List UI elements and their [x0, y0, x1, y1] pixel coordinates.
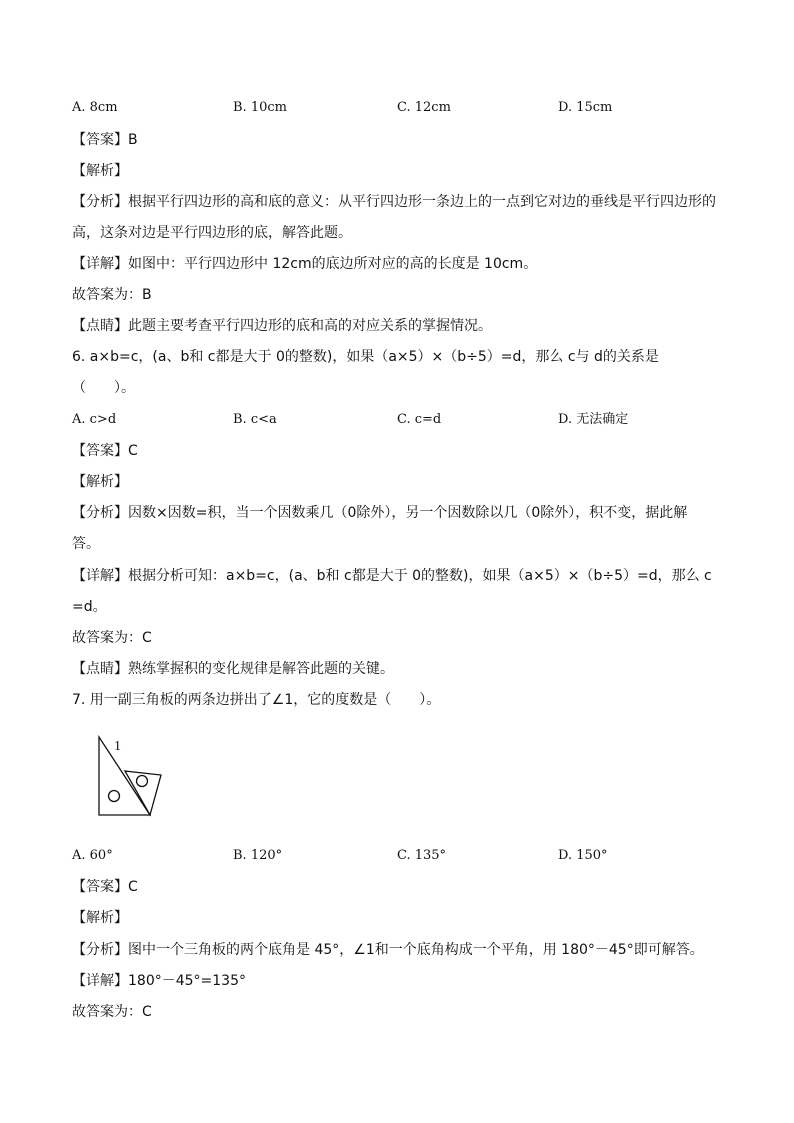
q6-stem-line2: （ ）。 [72, 380, 135, 396]
q7-option-c: C. 135° [397, 848, 447, 863]
q6-detail-line1: 【详解】根据分析可知：a×b=c，(a、b和 c都是大于 0的整数)，如果（a×5）×（b÷5）=d，那么 c [72, 568, 712, 584]
q5-option-b: B. 10cm [233, 100, 287, 115]
q7-analysis: 【分析】图中一个三角板的两个底角是 45°，∠1和一个底角构成一个平角，用 180°－45°即可解答。 [72, 942, 704, 958]
q6-option-d: D. 无法确定 [558, 412, 629, 427]
q6-answer: 【答案】C [72, 443, 138, 459]
q7-stem: 7. 用一副三角板的两条边拼出了∠1，它的度数是（ ）。 [72, 692, 441, 708]
q6-option-b: B. c<a [233, 412, 277, 427]
q6-analysis-line2: 答。 [72, 536, 100, 552]
angle-1-label: 1 [114, 739, 121, 754]
q7-answer: 【答案】C [72, 879, 138, 895]
q5-option-d: D. 15cm [558, 100, 613, 115]
q6-jiexi: 【解析】 [72, 474, 128, 490]
q5-analysis-line2: 高，这条对边是平行四边形的底，解答此题。 [72, 225, 352, 241]
q6-option-c: C. c=d [397, 412, 442, 427]
q6-analysis-line1: 【分析】因数×因数=积，当一个因数乘几（0除外），另一个因数除以几（0除外），积不变，据此解 [72, 505, 688, 521]
q5-analysis-line1: 【分析】根据平行四边形的高和底的意义：从平行四边形一条边上的一点到它对边的垂线是平行四边形的 [72, 194, 716, 210]
q6-detail-line2: =d。 [72, 599, 107, 615]
q7-detail: 【详解】180°－45°=135° [72, 973, 246, 989]
q6-comment: 【点睛】熟练掌握积的变化规律是解答此题的关键。 [72, 661, 394, 677]
q7-option-d: D. 150° [558, 848, 608, 863]
q6-option-a: A. c>d [72, 412, 117, 427]
ruler-hole-left [109, 791, 120, 802]
q5-jiexi: 【解析】 [72, 163, 128, 179]
triangle-ruler-right [125, 771, 161, 815]
q6-stem-line1: 6. a×b=c，(a、b和 c都是大于 0的整数)，如果（a×5）×（b÷5）=d，那么 c与 d的关系是 [72, 349, 659, 365]
q5-final-answer: 故答案为：B [72, 287, 152, 303]
q5-detail: 【详解】如图中：平行四边形中 12cm的底边所对应的高的长度是 10cm。 [72, 256, 538, 272]
q5-answer: 【答案】B [72, 132, 138, 148]
q5-comment: 【点睛】此题主要考查平行四边形的底和高的对应关系的掌握情况。 [72, 318, 492, 334]
ruler-hole-right [137, 776, 148, 787]
triangle-set-figure [95, 733, 165, 818]
q5-option-c: C. 12cm [397, 100, 451, 115]
q6-final-answer: 故答案为：C [72, 630, 152, 646]
q5-option-a: A. 8cm [72, 100, 118, 115]
q7-option-b: B. 120° [233, 848, 283, 863]
q7-final-answer: 故答案为：C [72, 1004, 152, 1020]
q7-option-a: A. 60° [72, 848, 113, 863]
q7-jiexi: 【解析】 [72, 910, 128, 926]
